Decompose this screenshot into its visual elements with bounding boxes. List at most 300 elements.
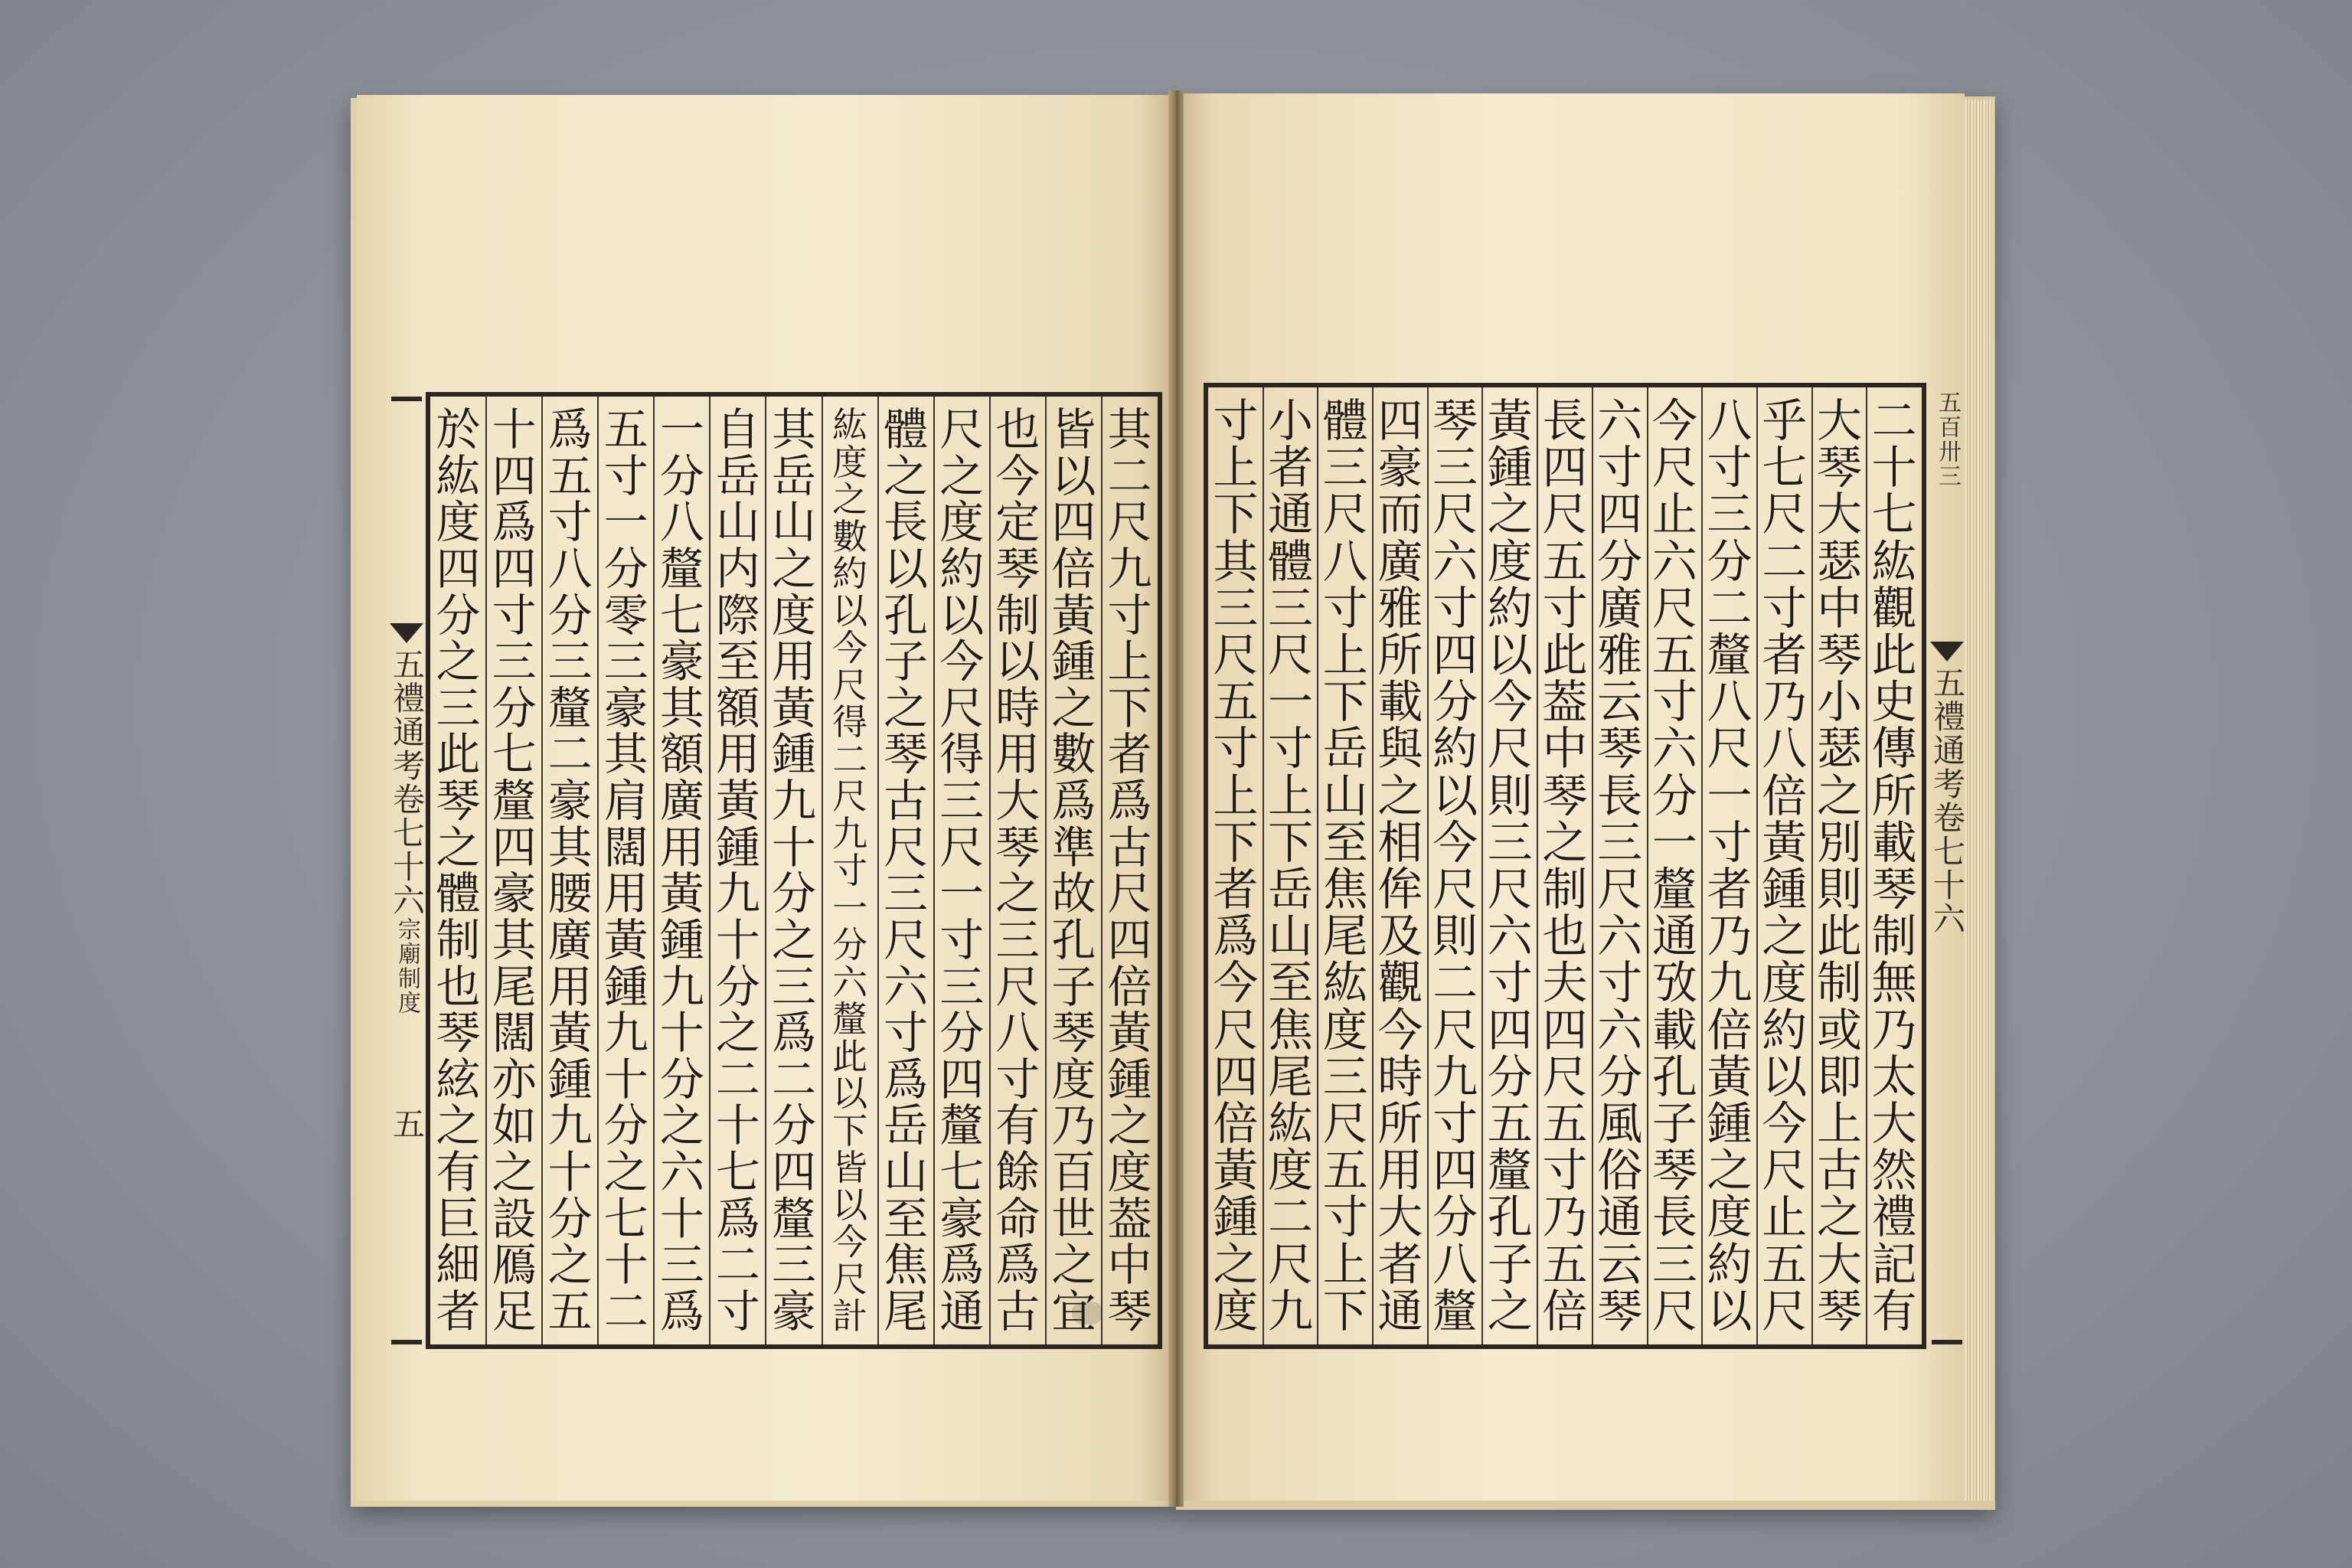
glyph: 尺 [832, 1258, 868, 1300]
glyph: 四 [1107, 913, 1152, 966]
glyph: 鍾 [603, 960, 648, 1013]
glyph: 通 [1651, 910, 1697, 963]
text-column [542, 403, 598, 1338]
glyph: 二 [1432, 956, 1478, 1010]
glyph: 巨 [436, 1192, 481, 1245]
glyph: 度 [1322, 1003, 1368, 1057]
glyph: 爲 [715, 1192, 760, 1245]
glyph: 分 [939, 1007, 985, 1060]
glyph: 寸 [1107, 589, 1152, 642]
glyph: 寸 [1762, 581, 1808, 635]
glyph: 相 [1377, 815, 1423, 869]
glyph: 四 [1542, 1003, 1588, 1057]
fish-tail-bar [1932, 1340, 1962, 1344]
glyph: 琴 [995, 542, 1040, 595]
glyph: 上 [1213, 441, 1259, 495]
glyph: 六 [1432, 534, 1478, 588]
text-column [766, 403, 822, 1338]
glyph: 其 [1107, 403, 1152, 456]
glyph: 長 [1542, 394, 1588, 447]
glyph: 之 [492, 1146, 537, 1198]
glyph: 與 [1377, 722, 1423, 776]
glyph: 寸 [1651, 675, 1697, 729]
glyph: 風 [1597, 1097, 1643, 1151]
glyph: 至 [1268, 956, 1314, 1010]
glyph: 腰 [547, 867, 593, 920]
glyph: 雅 [1597, 629, 1643, 682]
glyph: 八 [659, 496, 704, 549]
glyph: 如 [492, 1099, 537, 1152]
glyph: 九 [603, 1007, 648, 1060]
text-column [710, 403, 766, 1338]
glyph: 此 [1542, 629, 1588, 682]
glyph: 體 [884, 403, 929, 456]
glyph: 子 [1651, 1097, 1697, 1151]
glyph: 命 [995, 1192, 1040, 1245]
glyph: 約 [939, 542, 985, 595]
glyph: 五 [1213, 675, 1259, 729]
glyph: 以 [832, 1073, 868, 1114]
glyph: 以 [1432, 769, 1478, 822]
fishtail-mark [390, 623, 423, 643]
glyph: 爲 [771, 1007, 816, 1060]
text-column [990, 403, 1046, 1338]
glyph: 豪 [492, 867, 537, 920]
glyph: 長 [884, 496, 929, 549]
glyph: 倍 [1707, 1003, 1753, 1057]
glyph: 下 [1107, 681, 1152, 734]
glyph: 六 [1597, 1003, 1643, 1057]
glyph: 之 [884, 449, 929, 502]
glyph: 分 [547, 1192, 593, 1245]
glyph: 寸 [1213, 394, 1259, 447]
glyph: 七 [715, 1146, 760, 1198]
glyph: 今 [832, 1221, 868, 1263]
glyph: 倍 [1051, 542, 1096, 595]
page-label: 五百卅三 [1934, 390, 1961, 488]
glyph: 通 [1597, 1191, 1643, 1244]
glyph: 細 [436, 1239, 481, 1292]
glyph: 二 [603, 1285, 648, 1338]
glyph: 釐 [1487, 1144, 1533, 1197]
glyph: 釐 [832, 998, 868, 1040]
glyph: 上 [1322, 629, 1368, 682]
glyph: 以 [939, 589, 985, 642]
glyph: 六 [832, 961, 868, 1003]
glyph: 五 [1762, 1237, 1808, 1291]
glyph: 以 [1762, 1050, 1808, 1103]
glyph: 下 [1322, 675, 1368, 729]
glyph: 黃 [659, 867, 704, 920]
glyph: 九 [1107, 542, 1152, 595]
glyph: 四 [1051, 496, 1096, 549]
glyph: 一 [832, 887, 868, 929]
glyph: 通 [1268, 488, 1314, 541]
glyph: 故 [1051, 867, 1096, 920]
glyph: 度 [436, 496, 481, 549]
glyph: 寸 [1542, 581, 1588, 635]
glyph: 琴 [1542, 769, 1588, 822]
glyph: 尺 [1432, 863, 1478, 916]
text-column [486, 403, 542, 1338]
glyph: 爲 [659, 1285, 704, 1338]
glyph: 寸 [995, 1053, 1040, 1106]
text-column [1263, 394, 1318, 1338]
glyph: 以 [832, 1184, 868, 1226]
glyph: 八 [1762, 722, 1808, 776]
glyph: 葢 [1542, 675, 1588, 729]
glyph: 寸 [1432, 581, 1478, 635]
glyph: 之 [436, 635, 481, 688]
book-title: 五禮通考 [1929, 666, 1966, 801]
glyph: 載 [1377, 675, 1423, 729]
glyph: 餘 [995, 1146, 1040, 1198]
left-text-frame [388, 392, 1162, 1349]
glyph: 孔 [1487, 1191, 1533, 1244]
glyph: 寸 [1432, 1097, 1478, 1151]
glyph: 尺 [1432, 1003, 1478, 1057]
glyph: 長 [1651, 1191, 1697, 1244]
glyph: 六 [884, 960, 929, 1013]
glyph: 尺 [1762, 1284, 1808, 1338]
glyph: 十 [659, 1192, 704, 1245]
glyph: 大 [1816, 488, 1862, 541]
glyph: 計 [832, 1295, 868, 1337]
text-column [1867, 394, 1922, 1338]
glyph: 五 [1542, 1237, 1588, 1291]
glyph: 度 [1762, 956, 1808, 1010]
glyph: 琴 [1597, 722, 1643, 776]
glyph: 八 [1707, 394, 1753, 447]
glyph: 尾 [1322, 910, 1368, 963]
glyph: 有 [436, 1146, 481, 1198]
glyph: 零 [603, 589, 648, 642]
glyph: 七 [1871, 488, 1917, 541]
glyph: 寸 [492, 589, 537, 642]
text-column [1757, 394, 1812, 1338]
glyph: 倍 [1542, 1284, 1588, 1338]
glyph: 琴 [436, 775, 481, 827]
glyph: 以 [1487, 629, 1533, 682]
glyph: 八 [995, 1007, 1040, 1060]
glyph: 尺 [884, 821, 929, 874]
glyph: 鍾 [1051, 635, 1096, 688]
glyph: 爲 [1213, 910, 1259, 963]
text-column [1318, 394, 1373, 1338]
text-column [654, 403, 710, 1338]
glyph: 釐 [1432, 1284, 1478, 1338]
glyph: 尺 [884, 913, 929, 966]
glyph: 此 [436, 728, 481, 781]
glyph: 寸 [1487, 956, 1533, 1010]
glyph: 宜 [1051, 1285, 1096, 1338]
glyph: 約 [1762, 1003, 1808, 1057]
glyph: 者 [1213, 863, 1259, 916]
glyph: 以 [1707, 1284, 1753, 1338]
glyph: 分 [1432, 675, 1478, 729]
glyph: 九 [1432, 1050, 1478, 1103]
glyph: 以 [832, 590, 868, 632]
glyph: 四 [771, 1146, 816, 1198]
glyph: 八 [1707, 675, 1753, 729]
glyph: 則 [1816, 863, 1862, 916]
glyph: 爲 [884, 1053, 929, 1106]
glyph: 葢 [1107, 1192, 1152, 1245]
glyph: 三 [492, 635, 537, 688]
glyph: 大 [1816, 394, 1862, 447]
glyph: 釐 [659, 542, 704, 595]
glyph: 鍾 [1762, 863, 1808, 916]
glyph: 二 [715, 1053, 760, 1106]
glyph: 釐 [547, 681, 593, 734]
glyph: 琴 [995, 821, 1040, 874]
glyph: 用 [659, 821, 704, 874]
glyph: 尺 [939, 403, 985, 456]
glyph: 中 [1107, 1239, 1152, 1292]
glyph: 之 [1816, 1191, 1862, 1244]
glyph: 三 [1707, 488, 1753, 541]
volume-label: 卷七十六 [388, 782, 426, 917]
glyph: 之 [659, 1099, 704, 1152]
glyph: 四 [492, 542, 537, 595]
glyph: 上 [1816, 1097, 1862, 1151]
glyph: 止 [1651, 488, 1697, 541]
glyph: 七 [939, 1146, 985, 1198]
glyph: 子 [1487, 1237, 1533, 1291]
glyph: 百 [1051, 1146, 1096, 1198]
glyph: 下 [1213, 815, 1259, 869]
glyph: 下 [1322, 1284, 1368, 1338]
glyph: 制 [995, 589, 1040, 642]
glyph: 度 [1107, 1146, 1152, 1198]
glyph: 十 [771, 821, 816, 874]
glyph: 七 [1762, 441, 1808, 495]
glyph: 於 [436, 403, 481, 456]
glyph: 之 [1107, 1099, 1152, 1152]
glyph: 山 [771, 496, 816, 549]
glyph: 九 [715, 867, 760, 920]
glyph: 子 [884, 635, 929, 688]
glyph: 黃 [1707, 1050, 1753, 1103]
text-column [1592, 394, 1648, 1338]
glyph: 寸 [832, 850, 868, 891]
glyph: 尺 [1268, 1237, 1314, 1291]
glyph: 豪 [547, 775, 593, 827]
glyph: 内 [715, 542, 760, 595]
glyph: 體 [1268, 534, 1314, 588]
glyph: 四 [1432, 1144, 1478, 1197]
glyph: 闊 [492, 1007, 537, 1060]
glyph: 尺 [1762, 488, 1808, 541]
glyph: 四 [939, 1053, 985, 1106]
glyph: 一 [1268, 675, 1314, 729]
glyph: 三 [1213, 581, 1259, 635]
glyph: 體 [436, 867, 481, 920]
glyph: 約 [1432, 722, 1478, 776]
glyph: 鍾 [1213, 1191, 1259, 1244]
glyph: 度 [832, 441, 868, 483]
glyph: 者 [1268, 441, 1314, 495]
glyph: 六 [1651, 534, 1697, 588]
glyph: 其 [1213, 534, 1259, 588]
text-column [822, 404, 878, 1337]
glyph: 大 [1871, 1097, 1917, 1151]
glyph: 四 [1377, 394, 1423, 447]
glyph: 八 [1322, 534, 1368, 588]
glyph: 四 [1487, 1003, 1533, 1057]
glyph: 三 [771, 960, 816, 1013]
glyph: 四 [1432, 629, 1478, 682]
glyph: 三 [1651, 1237, 1697, 1291]
glyph: 鍾 [1487, 441, 1533, 495]
text-column [1373, 394, 1428, 1338]
glyph: 分 [547, 589, 593, 642]
glyph: 孔 [884, 589, 929, 642]
glyph: 寸 [1707, 815, 1753, 869]
glyph: 九 [547, 1099, 593, 1152]
glyph: 之 [1213, 1237, 1259, 1291]
glyph: 寸 [1542, 1144, 1588, 1197]
glyph: 六 [1487, 910, 1533, 963]
glyph: 今 [1432, 815, 1478, 869]
glyph: 夫 [1542, 956, 1588, 1010]
glyph: 黃 [1107, 1007, 1152, 1060]
glyph: 以 [884, 542, 929, 595]
glyph: 乃 [1762, 675, 1808, 729]
glyph: 黃 [547, 1007, 593, 1060]
glyph: 七 [603, 1192, 648, 1245]
glyph: 者 [1107, 728, 1152, 781]
glyph: 九 [1707, 956, 1753, 1010]
glyph: 也 [995, 403, 1040, 456]
glyph: 一 [1651, 815, 1697, 869]
glyph: 尺 [832, 776, 868, 817]
glyph: 分 [1432, 1191, 1478, 1244]
glyph: 世 [1051, 1192, 1096, 1245]
glyph: 乃 [1707, 910, 1753, 963]
glyph: 分 [603, 1099, 648, 1152]
glyph: 其 [659, 681, 704, 734]
glyph: 今 [939, 635, 985, 688]
glyph: 十 [659, 1007, 704, 1060]
right-text-frame [1204, 383, 1966, 1349]
text-column [598, 403, 654, 1338]
glyph: 足 [492, 1285, 537, 1338]
glyph: 乃 [1542, 1191, 1588, 1244]
glyph: 大 [1377, 1191, 1423, 1244]
glyph: 琴 [1432, 394, 1478, 447]
glyph: 五 [1322, 1144, 1368, 1197]
glyph: 豪 [1377, 441, 1423, 495]
glyph: 觀 [1377, 956, 1423, 1010]
glyph: 三 [436, 681, 481, 734]
glyph: 制 [1871, 910, 1917, 963]
glyph: 山 [1268, 910, 1314, 963]
glyph: 者 [1762, 629, 1808, 682]
glyph: 之 [436, 821, 481, 874]
glyph: 下 [1268, 815, 1314, 869]
glyph: 分 [1707, 534, 1753, 588]
glyph: 俗 [1597, 1144, 1643, 1197]
glyph: 也 [436, 960, 481, 1013]
glyph: 一 [939, 867, 985, 920]
glyph: 二 [1268, 1191, 1314, 1244]
fish-tail-bar [391, 1340, 422, 1344]
volume-label: 卷七十六 [1929, 801, 1966, 936]
glyph: 約 [1707, 1237, 1753, 1291]
glyph: 上 [1268, 769, 1314, 822]
glyph: 及 [1377, 910, 1423, 963]
section-label: 宗廟制度 [394, 917, 420, 1015]
glyph: 之 [1542, 815, 1588, 869]
glyph: 此 [1816, 910, 1862, 963]
glyph: 則 [1432, 910, 1478, 963]
glyph: 五 [547, 1285, 593, 1338]
glyph: 分 [771, 1099, 816, 1152]
glyph: 之 [1487, 1284, 1533, 1338]
glyph: 焦 [1322, 863, 1368, 916]
glyph: 得 [939, 728, 985, 781]
glyph: 乃 [1051, 1099, 1096, 1152]
glyph: 二 [832, 738, 868, 780]
glyph: 寸 [1597, 956, 1643, 1010]
glyph: 瑟 [1816, 534, 1862, 588]
glyph: 山 [1322, 769, 1368, 822]
glyph: 五 [547, 449, 593, 502]
glyph: 鍾 [771, 728, 816, 781]
glyph: 分 [492, 681, 537, 734]
book-spine [1168, 90, 1184, 1507]
glyph: 黃 [603, 913, 648, 966]
glyph: 史 [1871, 675, 1917, 729]
glyph: 者 [1377, 1237, 1423, 1291]
glyph: 豪 [603, 681, 648, 734]
glyph: 五 [603, 403, 648, 456]
glyph: 岳 [1322, 722, 1368, 776]
glyph: 尺 [939, 681, 985, 734]
glyph: 尺 [832, 664, 868, 706]
book-title: 五禮通考 [388, 648, 426, 782]
glyph: 尺 [1762, 1144, 1808, 1197]
right-block-center [1926, 387, 1968, 1344]
glyph: 山 [884, 1146, 929, 1198]
glyph: 禮 [1871, 1191, 1917, 1244]
glyph: 制 [1816, 956, 1862, 1010]
glyph: 古 [1816, 1144, 1862, 1197]
glyph: 二 [715, 1239, 760, 1292]
glyph: 黃 [1762, 815, 1808, 869]
glyph: 十 [492, 403, 537, 456]
glyph: 分 [1597, 534, 1643, 588]
glyph: 豪 [659, 635, 704, 688]
glyph: 之 [715, 1007, 760, 1060]
glyph: 琴 [1816, 629, 1862, 682]
glyph: 古 [884, 775, 929, 827]
glyph: 之 [1377, 769, 1423, 822]
glyph: 二 [1707, 581, 1753, 635]
glyph: 度 [939, 496, 985, 549]
glyph: 琴 [1597, 1284, 1643, 1338]
glyph: 之 [547, 1239, 593, 1292]
glyph: 子 [1051, 960, 1096, 1013]
glyph: 廣 [1597, 581, 1643, 635]
glyph: 尺 [1322, 488, 1368, 541]
glyph: 雅 [1377, 581, 1423, 635]
glyph: 爲 [1107, 775, 1152, 827]
glyph: 三 [603, 635, 648, 688]
glyph: 岳 [715, 449, 760, 502]
glyph: 寸 [1213, 722, 1259, 776]
